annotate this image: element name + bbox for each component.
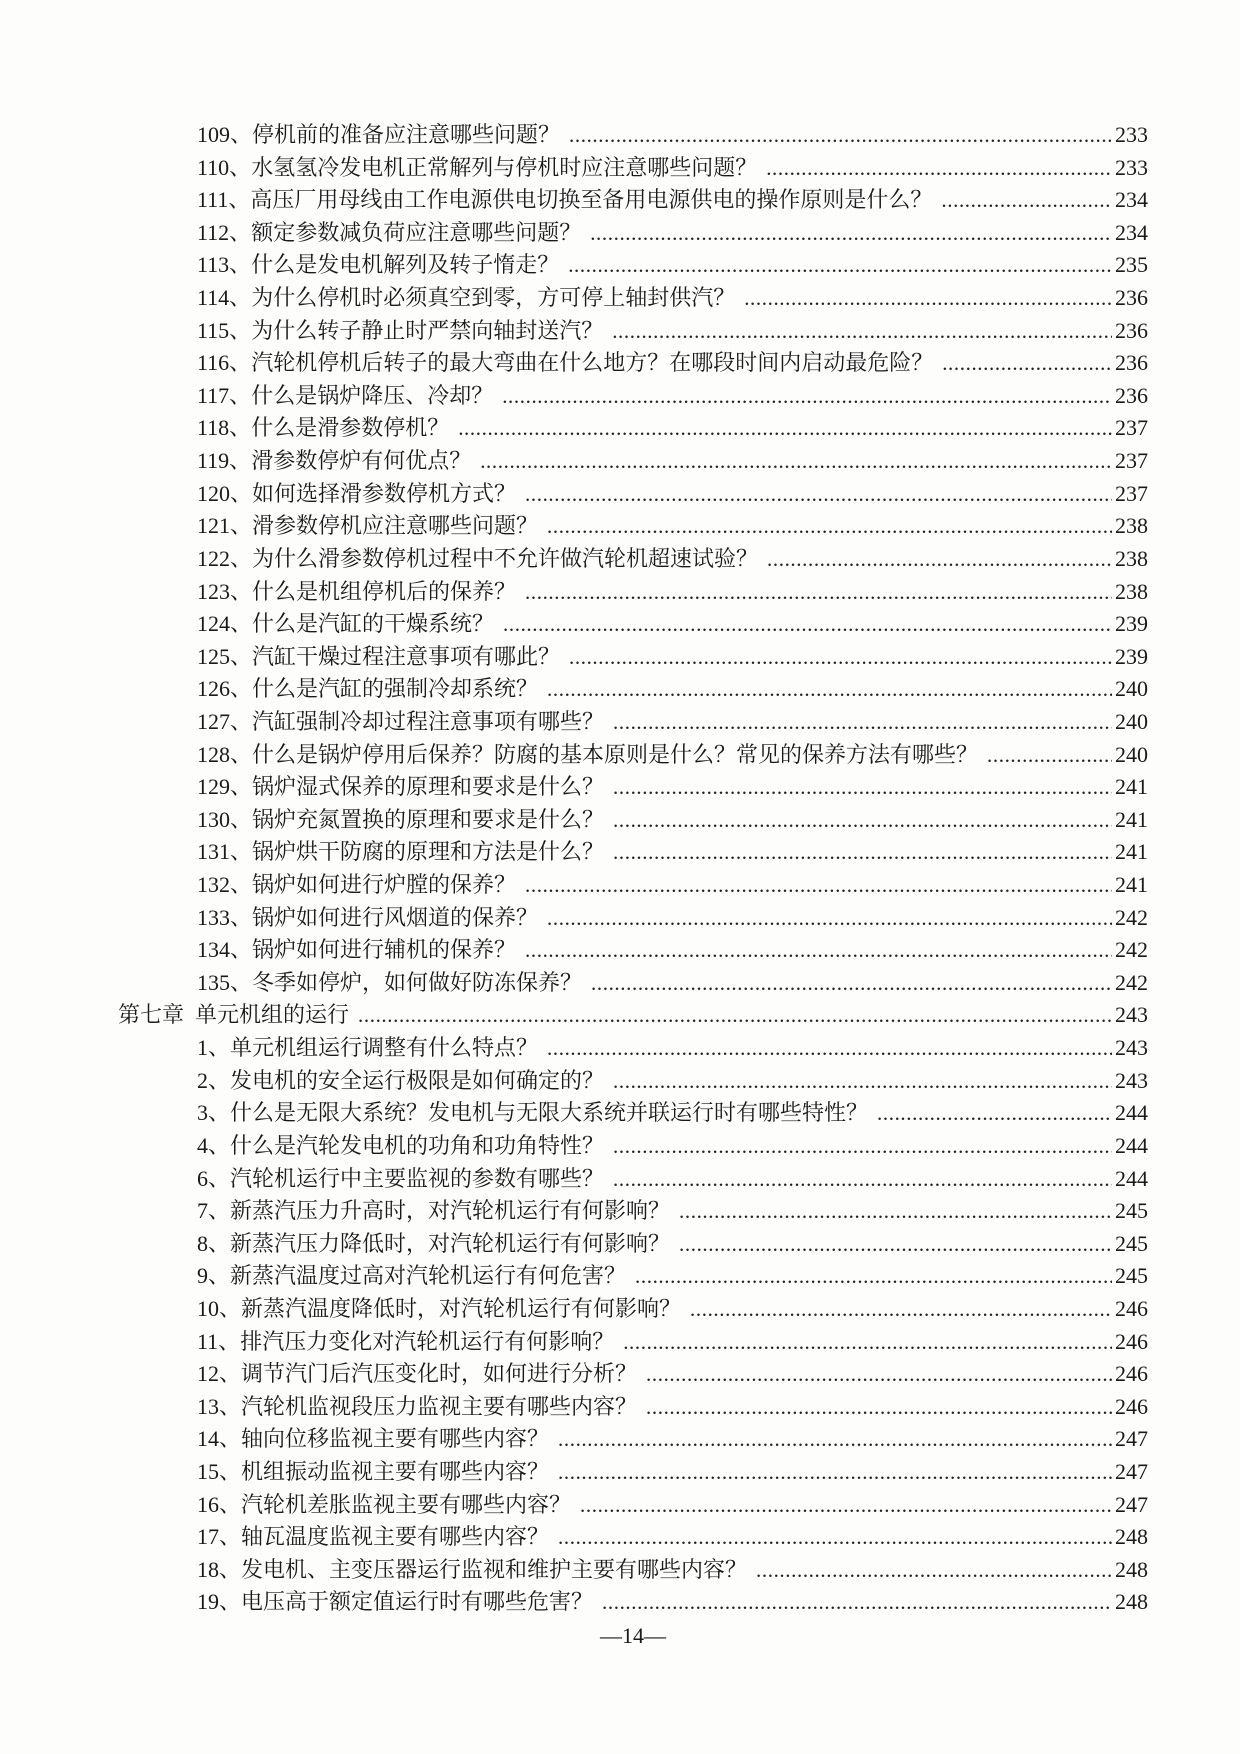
toc-entry[interactable] xyxy=(118,739,1148,772)
entry-page: 242 xyxy=(1115,969,1148,995)
entry-title: 电压高于额定值运行时有哪些危害？ xyxy=(241,1589,594,1615)
entry-number: 118、 xyxy=(197,415,252,441)
entry-page: 244 xyxy=(1115,1132,1148,1158)
toc-entry[interactable] xyxy=(118,999,1148,1032)
entry-page: 241 xyxy=(1115,872,1148,898)
toc-entry[interactable] xyxy=(118,1326,1148,1359)
entry-title: 为什么转子静止时严禁向轴封送汽？ xyxy=(251,317,604,343)
entry-page: 241 xyxy=(1115,806,1148,832)
entry-title: 什么是锅炉停用后保养？防腐的基本原则是什么？常见的保养方法有哪些？ xyxy=(252,741,979,767)
dot-leader xyxy=(547,673,1112,706)
toc-entry[interactable] xyxy=(118,217,1148,250)
entry-title: 调节汽门后汽压变化时，如何进行分析？ xyxy=(241,1361,638,1387)
entry-number: 123、 xyxy=(197,578,253,604)
entry-title: 锅炉如何进行风烟道的保养？ xyxy=(252,904,539,930)
entry-page: 238 xyxy=(1115,513,1148,539)
entry-title: 汽轮机运行中主要监视的参数有哪些？ xyxy=(230,1165,605,1191)
entry-title: 新蒸汽温度降低时，对汽轮机运行有何影响？ xyxy=(241,1295,682,1321)
entry-title: 汽缸强制冷却过程注意事项有哪些？ xyxy=(252,708,605,734)
toc-entry[interactable] xyxy=(118,315,1148,348)
dot-leader xyxy=(590,217,1112,250)
entry-number: 111、 xyxy=(197,187,251,213)
entry-page: 236 xyxy=(1115,285,1148,311)
toc-entry[interactable] xyxy=(118,1423,1148,1456)
entry-number: 124、 xyxy=(197,611,253,637)
dot-leader xyxy=(525,934,1112,967)
dot-leader xyxy=(569,641,1112,674)
entry-page: 243 xyxy=(1115,1067,1148,1093)
entry-title: 锅炉湿式保养的原理和要求是什么？ xyxy=(252,774,605,800)
entry-number: 7、 xyxy=(197,1198,231,1224)
dot-leader xyxy=(458,412,1112,445)
entry-page: 240 xyxy=(1115,741,1148,767)
entry-number: 4、 xyxy=(197,1132,231,1158)
entry-page: 237 xyxy=(1115,415,1148,441)
dot-leader xyxy=(580,1489,1112,1522)
toc-entry[interactable] xyxy=(118,641,1148,674)
toc-entry[interactable] xyxy=(118,1130,1148,1163)
dot-leader xyxy=(613,1130,1112,1163)
page-footer: —14— xyxy=(600,1623,666,1648)
entry-title: 锅炉如何进行辅机的保养？ xyxy=(252,937,517,963)
toc-entry[interactable] xyxy=(118,869,1148,902)
entry-page: 239 xyxy=(1115,611,1148,637)
entry-number: 13、 xyxy=(197,1393,242,1419)
entry-page: 240 xyxy=(1115,708,1148,734)
entry-page: 244 xyxy=(1115,1165,1148,1191)
entry-number: 131、 xyxy=(197,839,253,865)
entry-page: 236 xyxy=(1115,382,1148,408)
toc-entry[interactable] xyxy=(118,608,1148,641)
entry-number: 110、 xyxy=(197,154,252,180)
dot-leader xyxy=(744,282,1112,315)
toc-list xyxy=(118,119,1148,1619)
dot-leader xyxy=(942,347,1112,380)
entry-title: 什么是锅炉降压、冷却？ xyxy=(251,382,494,408)
entry-number: 132、 xyxy=(197,872,253,898)
entry-title: 单元机组运行调整有什么特点？ xyxy=(230,1035,539,1061)
entry-number: 11、 xyxy=(197,1328,241,1354)
entry-page: 248 xyxy=(1115,1556,1148,1582)
toc-entry[interactable] xyxy=(118,1195,1148,1228)
entry-title: 汽缸干燥过程注意事项有哪此？ xyxy=(252,643,561,669)
entry-title: 轴瓦温度监视主要有哪些内容？ xyxy=(241,1524,550,1550)
entry-title: 汽轮机停机后转子的最大弯曲在什么地方？在哪段时间内启动最危险？ xyxy=(251,350,934,376)
toc-entry[interactable] xyxy=(118,1391,1148,1424)
toc-entry[interactable] xyxy=(118,1586,1148,1619)
entry-number: 112、 xyxy=(197,219,252,245)
toc-entry[interactable] xyxy=(118,510,1148,543)
toc-entry[interactable] xyxy=(118,380,1148,413)
entry-number: 9、 xyxy=(197,1263,231,1289)
entry-page: 233 xyxy=(1115,122,1148,147)
dot-leader xyxy=(690,1293,1112,1326)
dot-leader xyxy=(613,1065,1112,1098)
entry-number: 14、 xyxy=(197,1426,242,1452)
dot-leader xyxy=(877,1097,1112,1130)
toc-entry[interactable] xyxy=(118,478,1148,511)
entry-page: 243 xyxy=(1115,1002,1148,1028)
entry-page: 236 xyxy=(1115,350,1148,376)
entry-title: 什么是汽轮发电机的功角和功角特性？ xyxy=(230,1132,605,1158)
dot-leader xyxy=(591,967,1112,1000)
entry-number: 16、 xyxy=(197,1491,242,1517)
entry-number: 122、 xyxy=(197,545,253,571)
entry-title: 排汽压力变化对汽轮机运行有何影响？ xyxy=(240,1328,615,1354)
toc-entry[interactable] xyxy=(118,543,1148,576)
dot-leader xyxy=(613,706,1112,739)
toc-entry[interactable] xyxy=(118,673,1148,706)
dot-leader xyxy=(613,771,1112,804)
toc-entry[interactable] xyxy=(118,119,1148,152)
toc-entry[interactable] xyxy=(118,1228,1148,1261)
entry-page: 246 xyxy=(1115,1328,1148,1354)
entry-number: 134、 xyxy=(197,937,253,963)
dot-leader xyxy=(612,315,1112,348)
toc-entry[interactable] xyxy=(118,1456,1148,1489)
dot-leader xyxy=(480,445,1112,478)
entry-number: 130、 xyxy=(197,806,253,832)
dot-leader xyxy=(547,510,1112,543)
entry-title: 滑参数停炉有何优点？ xyxy=(251,448,472,474)
entry-title: 锅炉烘干防腐的原理和方法是什么？ xyxy=(252,839,605,865)
entry-number: 113、 xyxy=(197,252,252,278)
entry-number: 115、 xyxy=(197,317,252,343)
entry-number: 3、 xyxy=(197,1100,231,1126)
entry-number: 8、 xyxy=(197,1230,231,1256)
entry-page: 243 xyxy=(1115,1035,1148,1061)
entry-title: 机组振动监视主要有哪些内容？ xyxy=(241,1458,550,1484)
toc-entry[interactable] xyxy=(118,282,1148,315)
entry-title: 什么是汽缸的干燥系统？ xyxy=(252,611,495,637)
entry-number: 10、 xyxy=(197,1295,242,1321)
dot-leader xyxy=(623,1326,1112,1359)
dot-leader xyxy=(602,1586,1112,1619)
dot-leader xyxy=(547,902,1112,935)
toc-entry[interactable] xyxy=(118,1293,1148,1326)
toc-entry[interactable] xyxy=(118,836,1148,869)
toc-entry[interactable] xyxy=(118,706,1148,739)
toc-entry[interactable] xyxy=(118,1358,1148,1391)
toc-entry[interactable] xyxy=(118,1489,1148,1522)
entry-page: 235 xyxy=(1115,252,1148,278)
entry-page: 237 xyxy=(1115,448,1148,474)
entry-page: 245 xyxy=(1115,1198,1148,1224)
toc-entry[interactable] xyxy=(118,1032,1148,1065)
toc-entry[interactable] xyxy=(118,934,1148,967)
entry-title: 什么是机组停机后的保养？ xyxy=(252,578,517,604)
toc-entry[interactable] xyxy=(118,967,1148,1000)
entry-title: 什么是发电机解列及转子惰走？ xyxy=(251,252,560,278)
toc-entry[interactable] xyxy=(118,152,1148,185)
entry-title: 锅炉如何进行炉膛的保养？ xyxy=(252,872,517,898)
dot-leader xyxy=(613,836,1112,869)
entry-page: 242 xyxy=(1115,937,1148,963)
entry-page: 238 xyxy=(1115,545,1148,571)
entry-title: 单元机组的运行 xyxy=(195,1002,350,1028)
toc-entry[interactable] xyxy=(118,1065,1148,1098)
toc-entry[interactable] xyxy=(118,576,1148,609)
entry-number: 第七章 xyxy=(118,1002,185,1028)
entry-title: 什么是无限大系统？发电机与无限大系统并联运行时有哪些特性？ xyxy=(230,1100,869,1126)
entry-number: 120、 xyxy=(197,480,253,506)
entry-title: 为什么停机时必须真空到零，方可停上轴封供汽？ xyxy=(251,285,736,311)
entry-number: 2、 xyxy=(197,1067,231,1093)
entry-title: 额定参数减负荷应注意哪些问题？ xyxy=(251,219,582,245)
entry-page: 241 xyxy=(1115,839,1148,865)
entry-page: 242 xyxy=(1115,904,1148,930)
entry-number: 127、 xyxy=(197,708,253,734)
entry-title: 什么是滑参数停机？ xyxy=(251,415,450,441)
entry-title: 为什么滑参数停机过程中不允许做汽轮机超速试验？ xyxy=(252,545,759,571)
toc-entry[interactable] xyxy=(118,1521,1148,1554)
dot-leader xyxy=(569,119,1112,152)
entry-number: 12、 xyxy=(197,1361,242,1387)
dot-leader xyxy=(767,543,1112,576)
dot-leader xyxy=(558,1521,1112,1554)
entry-number: 114、 xyxy=(197,285,252,311)
toc-entry[interactable] xyxy=(118,1097,1148,1130)
dot-leader xyxy=(766,152,1112,185)
entry-page: 237 xyxy=(1115,480,1148,506)
entry-page: 246 xyxy=(1115,1361,1148,1387)
toc-entry[interactable] xyxy=(118,412,1148,445)
entry-title: 汽轮机监视段压力监视主要有哪些内容？ xyxy=(241,1393,638,1419)
entry-title: 新蒸汽压力升高时，对汽轮机运行有何影响？ xyxy=(230,1198,671,1224)
entry-page: 247 xyxy=(1115,1458,1148,1484)
dot-leader xyxy=(558,1423,1112,1456)
entry-page: 238 xyxy=(1115,578,1148,604)
entry-number: 128、 xyxy=(197,741,253,767)
toc-entry[interactable] xyxy=(118,1260,1148,1293)
entry-number: 15、 xyxy=(197,1458,242,1484)
entry-number: 117、 xyxy=(197,382,252,408)
dot-leader xyxy=(547,1032,1112,1065)
entry-number: 129、 xyxy=(197,774,253,800)
entry-number: 116、 xyxy=(197,350,252,376)
dot-leader xyxy=(558,1456,1112,1489)
entry-title: 高压厂用母线由工作电源供电切换至备用电源供电的操作原则是什么？ xyxy=(250,187,933,213)
toc-entry[interactable] xyxy=(118,1554,1148,1587)
entry-page: 246 xyxy=(1115,1393,1148,1419)
entry-number: 133、 xyxy=(197,904,253,930)
dot-leader xyxy=(502,380,1112,413)
entry-page: 248 xyxy=(1115,1524,1148,1550)
entry-number: 126、 xyxy=(197,676,253,702)
dot-leader xyxy=(358,999,1112,1032)
entry-page: 244 xyxy=(1115,1100,1148,1126)
entry-title: 水氢氢冷发电机正常解列与停机时应注意哪些问题？ xyxy=(251,154,758,180)
toc-entry[interactable] xyxy=(118,249,1148,282)
toc-entry[interactable] xyxy=(118,1163,1148,1196)
toc-entry[interactable] xyxy=(118,771,1148,804)
entry-number: 125、 xyxy=(197,643,253,669)
dot-leader xyxy=(525,576,1112,609)
entry-page: 234 xyxy=(1115,187,1148,213)
dot-leader xyxy=(756,1554,1112,1587)
entry-number: 1、 xyxy=(197,1035,231,1061)
dot-leader xyxy=(941,184,1112,217)
entry-title: 停机前的准备应注意哪些问题？ xyxy=(252,122,561,147)
entry-title: 新蒸汽温度过高对汽轮机运行有何危害？ xyxy=(230,1263,627,1289)
dot-leader xyxy=(525,869,1112,902)
entry-page: 247 xyxy=(1115,1426,1148,1452)
entry-title: 如何选择滑参数停机方式？ xyxy=(252,480,517,506)
entry-number: 121、 xyxy=(197,513,253,539)
toc-entry[interactable] xyxy=(118,804,1148,837)
entry-title: 发电机的安全运行极限是如何确定的？ xyxy=(230,1067,605,1093)
dot-leader xyxy=(679,1228,1112,1261)
entry-page: 248 xyxy=(1115,1589,1148,1615)
toc-entry[interactable] xyxy=(118,184,1148,217)
toc-entry[interactable] xyxy=(118,347,1148,380)
entry-title: 新蒸汽压力降低时，对汽轮机运行有何影响？ xyxy=(230,1230,671,1256)
entry-page: 241 xyxy=(1115,774,1148,800)
entry-page: 236 xyxy=(1115,317,1148,343)
entry-page: 240 xyxy=(1115,676,1148,702)
dot-leader xyxy=(525,478,1112,511)
entry-number: 19、 xyxy=(197,1589,242,1615)
entry-number: 6、 xyxy=(197,1165,231,1191)
entry-title: 锅炉充氮置换的原理和要求是什么？ xyxy=(252,806,605,832)
entry-title: 什么是汽缸的强制冷却系统？ xyxy=(252,676,539,702)
dot-leader xyxy=(646,1391,1112,1424)
entry-number: 109、 xyxy=(197,122,253,147)
dot-leader xyxy=(568,249,1112,282)
entry-title: 冬季如停炉，如何做好防冻保养？ xyxy=(252,969,583,995)
entry-page: 245 xyxy=(1115,1230,1148,1256)
dot-leader xyxy=(646,1358,1112,1391)
dot-leader xyxy=(613,804,1112,837)
entry-number: 18、 xyxy=(197,1556,242,1582)
entry-page: 239 xyxy=(1115,643,1148,669)
entry-title: 汽轮机差胀监视主要有哪些内容？ xyxy=(241,1491,572,1517)
entry-page: 233 xyxy=(1115,154,1148,180)
dot-leader xyxy=(635,1260,1112,1293)
entry-page: 246 xyxy=(1115,1295,1148,1321)
toc-entry[interactable] xyxy=(118,445,1148,478)
entry-page: 234 xyxy=(1115,219,1148,245)
entry-number: 135、 xyxy=(197,969,253,995)
entry-number: 119、 xyxy=(197,448,252,474)
entry-title: 轴向位移监视主要有哪些内容？ xyxy=(241,1426,550,1452)
dot-leader xyxy=(679,1195,1112,1228)
toc-entry[interactable] xyxy=(118,902,1148,935)
entry-title: 滑参数停机应注意哪些问题？ xyxy=(252,513,539,539)
dot-leader xyxy=(503,608,1112,641)
dot-leader xyxy=(987,739,1112,772)
entry-page: 247 xyxy=(1115,1491,1148,1517)
entry-title: 发电机、主变压器运行监视和维护主要有哪些内容？ xyxy=(241,1556,748,1582)
entry-number: 17、 xyxy=(197,1524,242,1550)
dot-leader xyxy=(613,1163,1112,1196)
entry-page: 245 xyxy=(1115,1263,1148,1289)
